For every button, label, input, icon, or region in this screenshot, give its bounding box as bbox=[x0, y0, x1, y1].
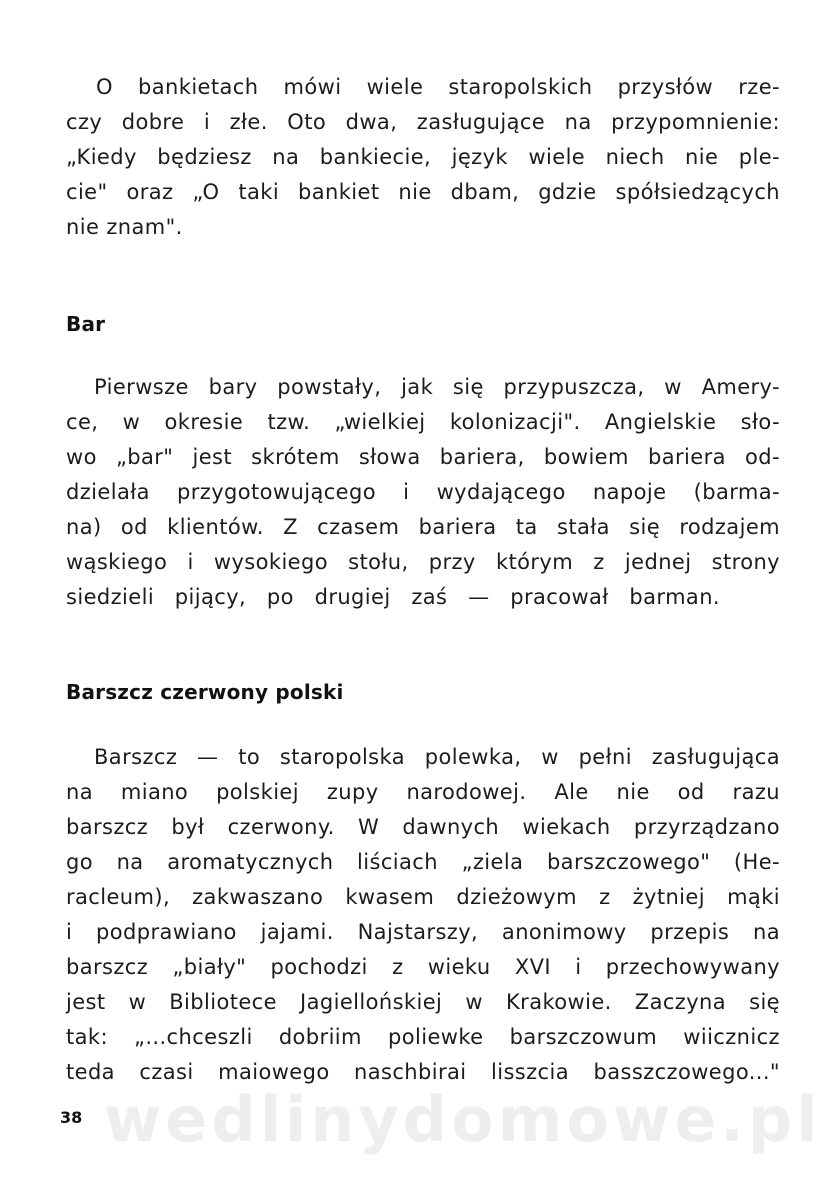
section-heading: Bar bbox=[66, 312, 106, 336]
text-line: Pierwsze bary powstały, jak się przypuszcza, w Amery- bbox=[94, 375, 780, 399]
text-line: tak: „...chceszli dobriim poliewke barszczowum wiicznicz bbox=[66, 1025, 780, 1049]
text-line: ce, w okresie tzw. „wielkiej kolonizacji". Angielskie sło- bbox=[66, 410, 780, 434]
text-line: wąskiego i wysokiego stołu, przy którym z jednej strony bbox=[66, 550, 780, 574]
text-line: wo „bar" jest skrótem słowa bariera, bowiem bariera od- bbox=[66, 445, 780, 469]
text-line: go na aromatycznych liściach „ziela barszczowego" (He- bbox=[66, 850, 780, 874]
text-line: czy dobre i złe. Oto dwa, zasługujące na przypomnienie: bbox=[66, 110, 780, 134]
page-number: 38 bbox=[60, 1108, 83, 1127]
text-line: barszcz „biały" pochodzi z wieku XVI i przechowywany bbox=[66, 955, 780, 979]
text-line: O bankietach mówi wiele staropolskich przysłów rze- bbox=[96, 75, 780, 99]
text-line: racleum), zakwaszano kwasem dzieżowym z żytniej mąki bbox=[66, 885, 780, 909]
text-line: nie znam". bbox=[66, 215, 183, 239]
section-heading: Barszcz czerwony polski bbox=[66, 680, 344, 704]
text-line: jest w Bibliotece Jagiellońskiej w Krakowie. Zaczyna się bbox=[66, 990, 780, 1014]
text-line: teda czasi maiowego naschbirai lisszcia basszczowego..." bbox=[66, 1060, 780, 1084]
text-line: siedzieli pijący, po drugiej zaś — pracował barman. bbox=[66, 585, 720, 609]
text-line: Barszcz — to staropolska polewka, w pełni zasługująca bbox=[94, 745, 780, 769]
text-line: cie" oraz „O taki bankiet nie dbam, gdzie spółsiedzących bbox=[66, 180, 780, 204]
text-line: „Kiedy będziesz na bankiecie, język wiele niech nie ple- bbox=[66, 145, 780, 169]
text-line: na) od klientów. Z czasem bariera ta stała się rodzajem bbox=[66, 515, 780, 539]
text-line: na miano polskiej zupy narodowej. Ale nie od razu bbox=[66, 780, 780, 804]
text-line: barszcz był czerwony. W dawnych wiekach przyrządzano bbox=[66, 815, 780, 839]
text-line: dzielała przygotowującego i wydającego napoje (barma- bbox=[66, 480, 780, 504]
text-line: i podprawiano jajami. Najstarszy, anonimowy przepis na bbox=[66, 920, 780, 944]
watermark-text: wedlinydomowe.pl bbox=[104, 1083, 822, 1156]
